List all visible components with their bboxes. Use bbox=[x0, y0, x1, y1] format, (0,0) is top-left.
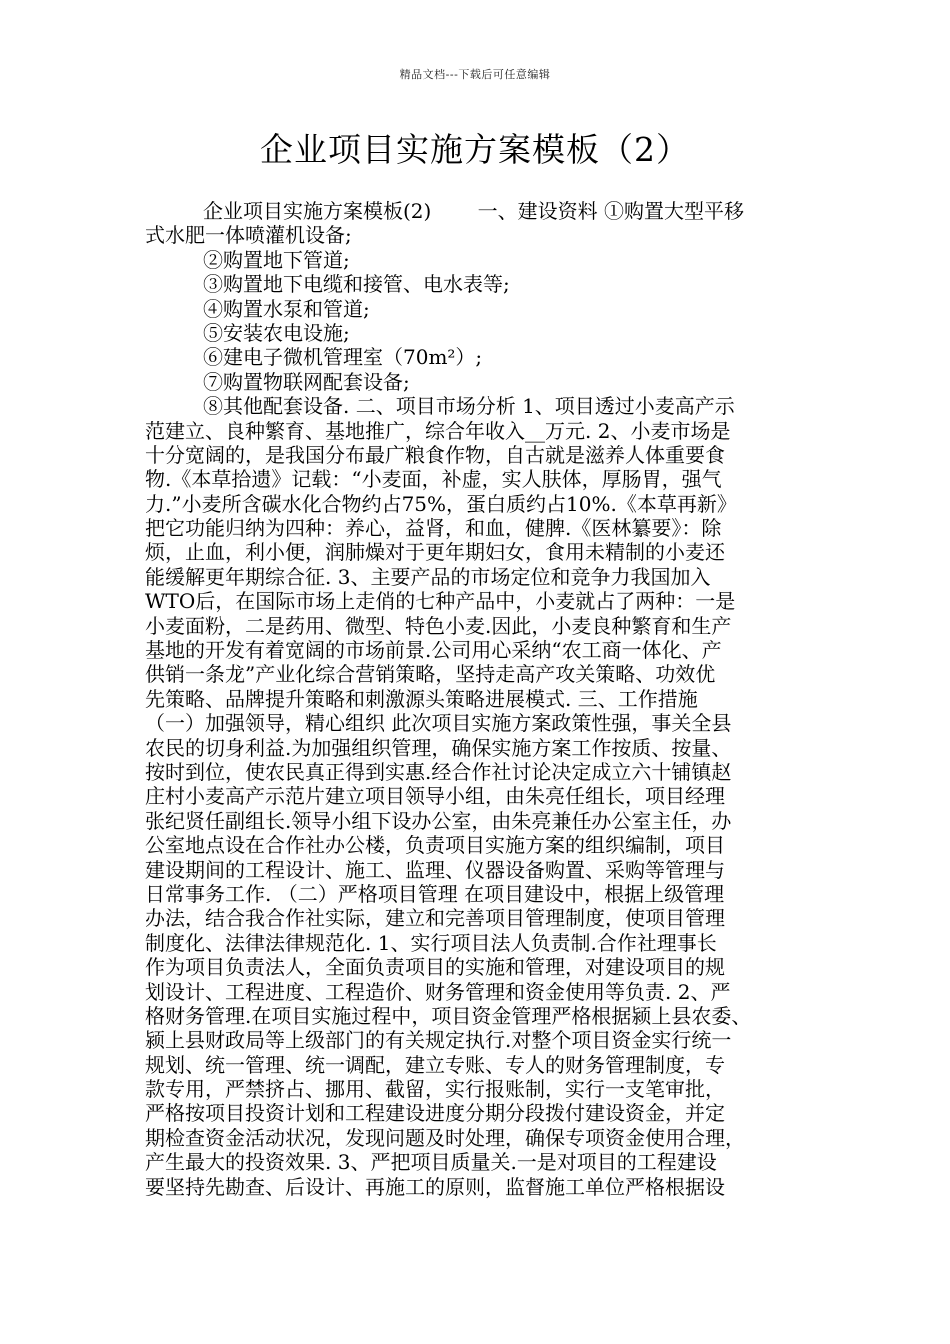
paragraph-line: ⑤安装农电设施; bbox=[203, 320, 350, 345]
paragraph-line: 款专用，严禁挤占、挪用、截留，实行报账制，实行一支笔审批， bbox=[145, 1077, 725, 1102]
paragraph-line: ②购置地下管道; bbox=[203, 247, 350, 272]
paragraph-line: 力.”小麦所含碳水化合物约占75%，蛋白质约占10%.《本草再新》 bbox=[145, 491, 737, 516]
paragraph-line: 作为项目负责法人，全面负责项目的实施和管理，对建设项目的规 bbox=[145, 955, 725, 980]
paragraph-line: 严格按项目投资计划和工程建设进度分期分段拨付建设资金，并定 bbox=[145, 1101, 725, 1126]
paragraph-line: 企业项目实施方案模板(2) 一、建设资料 ①购置大型平移 bbox=[203, 199, 745, 223]
paragraph-line: 供销一条龙”产业化综合营销策略，坚持走高产攻关策略、功效优 bbox=[145, 662, 716, 687]
paragraph-line: 农民的切身利益.为加强组织管理，确保实施方案工作按质、按量、 bbox=[145, 735, 732, 760]
paragraph-line: 按时到位，使农民真正得到实惠.经合作社讨论决定成立六十铺镇赵 bbox=[145, 759, 732, 784]
paragraph-line: ⑦购置物联网配套设备; bbox=[203, 369, 410, 394]
paragraph-line: ⑧其他配套设备. 二、项目市场分析 1、项目透过小麦高产示 bbox=[203, 394, 735, 419]
paragraph-line: 范建立、良种繁育、基地推广，综合年收入__万元. 2、小麦市场是 bbox=[145, 418, 731, 443]
paragraph-line: WTO后，在国际市场上走俏的七种产品中，小麦就占了两种：一是 bbox=[145, 589, 736, 614]
page-header: 精品文档---下载后可任意编辑 bbox=[399, 68, 551, 81]
paragraph-line: 格财务管理.在项目实施过程中，项目资金管理严格根据颍上县农委、 bbox=[145, 1003, 752, 1028]
paragraph-line: 划设计、工程进度、工程造价、财务管理和资金使用等负责. 2、严 bbox=[145, 979, 731, 1004]
paragraph-line: 公室地点设在合作社办公楼，负责项目实施方案的组织编制，项目 bbox=[145, 833, 725, 858]
paragraph-line: 烦，止血，利小便，润肺燥对于更年期妇女，食用未精制的小麦还 bbox=[145, 540, 725, 565]
paragraph-line: 规划、统一管理、统一调配，建立专账、专人的财务管理制度，专 bbox=[145, 1052, 725, 1077]
paragraph-line: 十分宽阔的，是我国分布最广粮食作物，自古就是滋养人体重要食 bbox=[145, 442, 725, 467]
document-body bbox=[145, 199, 815, 1199]
paragraph-line: 把它功能归纳为四种：养心，益肾，和血，健脾.《医林纂要》：除 bbox=[145, 516, 722, 541]
paragraph-line: 小麦面粉，二是药用、微型、特色小麦.因此，小麦良种繁育和生产 bbox=[145, 613, 732, 638]
paragraph-line: 式水肥一体喷灌机设备; bbox=[145, 223, 352, 248]
paragraph-line: 产生最大的投资效果. 3、严把项目质量关.一是对项目的工程建设 bbox=[145, 1150, 717, 1175]
document-title: 企业项目实施方案模板（2） bbox=[260, 130, 690, 169]
paragraph-line: ⑥建电子微机管理室（70m²）; bbox=[203, 345, 483, 370]
paragraph-line: 庄村小麦高产示范片建立项目领导小组，由朱亮任组长，项目经理 bbox=[145, 784, 725, 809]
paragraph-line: 建设期间的工程设计、施工、监理、仪器设备购置、采购等管理与 bbox=[145, 857, 725, 882]
paragraph-line: 张纪贤任副组长.领导小组下设办公室，由朱亮兼任办公室主任，办 bbox=[145, 808, 732, 833]
paragraph-line: 先策略、品牌提升策略和刺激源头策略进展模式. 三、工作措施 bbox=[145, 686, 698, 711]
paragraph-line: 基地的开发有着宽阔的市场前景.公司用心采纳“农工商一体化、产 bbox=[145, 638, 722, 663]
paragraph-line: 颍上县财政局等上级部门的有关规定执行.对整个项目资金实行统一 bbox=[145, 1028, 732, 1053]
paragraph-line: （一）加强领导，精心组织 此次项目实施方案政策性强，事关全县 bbox=[145, 711, 732, 736]
paragraph-line: 物.《本草拾遗》记载：“小麦面，补虚，实人肤体，厚肠胃，强气 bbox=[145, 467, 722, 492]
paragraph-line: 制度化、法律法律规范化. 1、实行项目法人负责制.合作社理事长 bbox=[145, 930, 717, 955]
paragraph-line: 能缓解更年期综合征. 3、主要产品的市场定位和竞争力我国加入 bbox=[145, 564, 711, 589]
paragraph-line: 日常事务工作. （二）严格项目管理 在项目建设中，根据上级管理 bbox=[145, 881, 725, 906]
paragraph-line: 要坚持先勘查、后设计、再施工的原则，监督施工单位严格根据设 bbox=[145, 1174, 725, 1199]
paragraph-line: ③购置地下电缆和接管、电水表等; bbox=[203, 272, 510, 297]
paragraph-line: ④购置水泵和管道; bbox=[203, 296, 370, 321]
paragraph-line: 期检查资金活动状况，发现问题及时处理，确保专项资金使用合理， bbox=[145, 1125, 745, 1150]
paragraph-line: 办法，结合我合作社实际，建立和完善项目管理制度，使项目管理 bbox=[145, 906, 725, 931]
